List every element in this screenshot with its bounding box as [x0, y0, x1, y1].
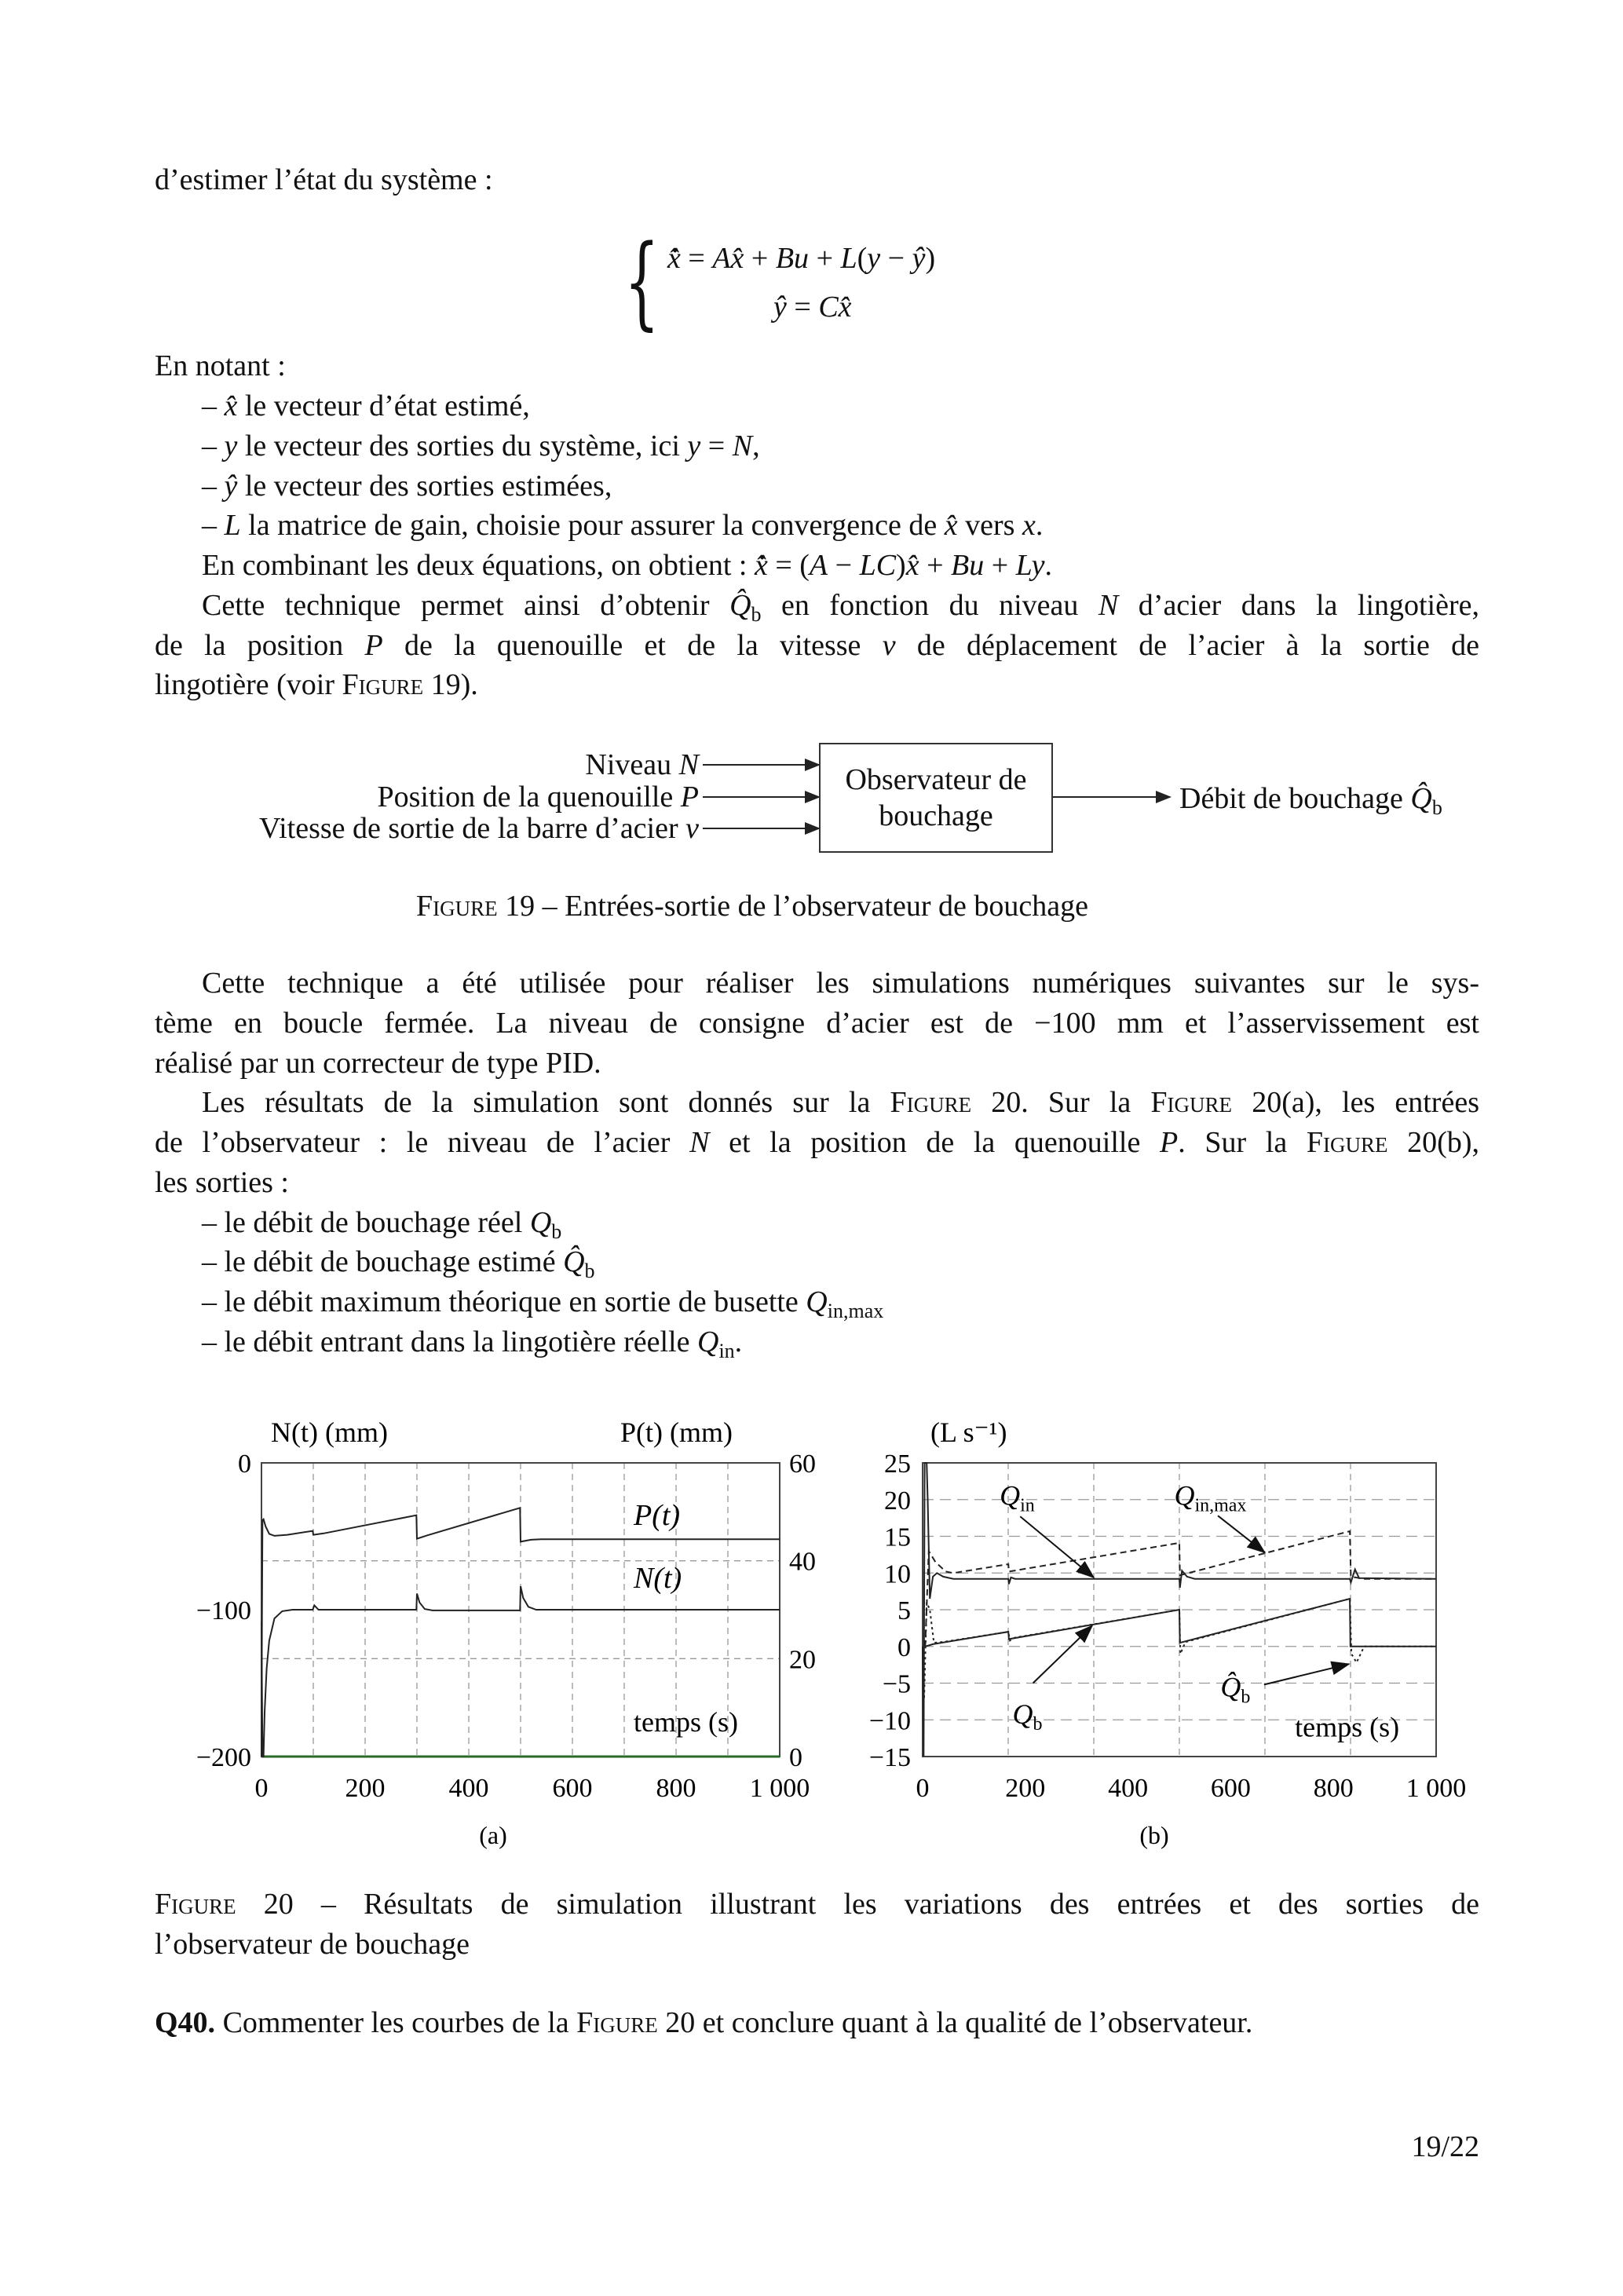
math-symbol: x̂	[944, 509, 958, 542]
text-segment: 20(a), les entrées	[1232, 1086, 1479, 1119]
x-tick-label: 600	[1210, 1774, 1251, 1803]
x-tick-label: 800	[656, 1774, 696, 1803]
text-segment: (	[857, 242, 868, 275]
page-number: 19/22	[1411, 2130, 1479, 2163]
text-segment: +	[744, 242, 776, 275]
arrow-qb	[1033, 1626, 1092, 1684]
text-segment: – le débit de bouchage estimé	[202, 1245, 564, 1278]
x-tick-label: 200	[1005, 1774, 1046, 1803]
text-segment: Débit de bouchage	[1179, 782, 1411, 815]
small-caps-text: Figure	[342, 668, 424, 701]
annotation-qin: $Q_{in}$	[1000, 1479, 1035, 1516]
text-segment: =	[786, 291, 819, 324]
text-segment: Les résultats de la simulation sont donnés sur la	[202, 1086, 890, 1119]
text-segment: . Sur la	[1178, 1126, 1307, 1159]
math-symbol: N	[678, 748, 699, 781]
math-symbol: N	[732, 430, 753, 462]
observer-block-line1: Observateur de	[845, 763, 1027, 796]
x-tick-label: 400	[448, 1774, 489, 1803]
text-segment: de l’observateur : le niveau de l’acier	[155, 1126, 690, 1159]
y-tick-label: 20	[884, 1486, 911, 1515]
x-tick-label: 0	[254, 1774, 269, 1803]
text-segment: de la quenouille et de la vitesse	[382, 629, 883, 662]
subscript: b	[1431, 796, 1442, 819]
math-symbol: LC	[859, 549, 897, 582]
y-left-tick-label: 0	[238, 1450, 251, 1479]
text-segment: – le débit maximum théorique en sortie de busette	[202, 1285, 806, 1318]
math-symbol: Q	[806, 1285, 828, 1318]
math-symbol: Bu	[951, 549, 985, 582]
text-segment: l’observateur de bouchage	[155, 1928, 470, 1961]
text-segment: 19).	[423, 668, 478, 701]
y-left-tick-label: −200	[196, 1743, 251, 1772]
text-segment: réalisé par un correcteur de type PID.	[155, 1047, 601, 1080]
text-segment: Cette technique a été utilisée pour réaliser les simulations numériques suivantes sur le sys-	[202, 967, 1479, 1000]
math-symbol: L	[840, 242, 857, 275]
arrow-qinmax	[1218, 1515, 1265, 1552]
x-tick-label: 1 000	[1406, 1774, 1467, 1803]
text-segment: En combinant les deux équations, on obtient :	[202, 549, 755, 582]
y-right-tick-label: 20	[789, 1645, 816, 1675]
text-segment: la matrice de gain, choisie pour assurer la convergence de	[240, 509, 945, 542]
math-symbol: ŷ	[912, 242, 926, 275]
y-tick-label: −5	[882, 1669, 911, 1699]
x-tick-label: 800	[1313, 1774, 1354, 1803]
math-symbol: x̂	[905, 549, 919, 582]
small-caps-text: Figure	[1306, 1126, 1388, 1159]
math-symbol: x̂̇	[754, 549, 768, 582]
y-axis-title: (L s⁻¹)	[930, 1417, 1007, 1448]
math-symbol: Q̂	[729, 589, 751, 622]
text-segment: =	[700, 430, 733, 462]
text-segment: =	[680, 242, 713, 275]
text-segment: d’acier dans la lingotière,	[1118, 589, 1479, 622]
x-tick-label: 400	[1108, 1774, 1149, 1803]
text-segment: .	[1035, 509, 1044, 542]
subscript: b	[584, 1260, 595, 1282]
text-segment: –	[202, 509, 225, 542]
math-symbol: x̂	[224, 389, 238, 422]
math-symbol: A	[712, 242, 731, 275]
y-left-tick-label: −100	[196, 1596, 251, 1625]
text-segment: +	[984, 549, 1016, 582]
text-segment: 20(b),	[1387, 1126, 1479, 1159]
text-segment: ,	[752, 430, 760, 462]
small-caps-text: Figure	[1150, 1086, 1233, 1119]
text-segment: Commenter les courbes de la	[215, 2006, 577, 2039]
y-right-axis-title: P(t) (mm)	[620, 1417, 733, 1448]
math-symbol: C	[818, 291, 839, 324]
question-q40	[155, 2003, 1479, 2042]
math-symbol: Bu	[775, 242, 810, 275]
series-qinmax	[925, 1531, 1436, 1647]
text-segment: = (	[767, 549, 810, 582]
arrow-qb-hat	[1264, 1664, 1349, 1684]
x-tick-label: 600	[552, 1774, 593, 1803]
math-symbol: Q	[529, 1206, 552, 1239]
text-segment: tème en boucle fermée. La niveau de consigne d’acier est de −100 mm et l’asservissement est	[155, 1007, 1479, 1040]
math-symbol: Q̂	[1410, 782, 1432, 815]
series-qb	[925, 1599, 1436, 1647]
text-segment: d’estimer l’état du système :	[155, 163, 493, 196]
math-symbol: Q	[696, 1325, 719, 1358]
annotation-p: P(t)	[634, 1499, 681, 1532]
subscript: b	[751, 603, 762, 626]
y-right-tick-label: 0	[789, 1743, 802, 1772]
x-axis-title: temps (s)	[1295, 1711, 1400, 1743]
x-axis-title: temps (s)	[634, 1706, 738, 1738]
math-symbol: ŷ	[224, 470, 238, 503]
y-tick-label: 25	[884, 1450, 911, 1479]
figure-20-caption	[155, 1885, 1479, 1924]
y-tick-label: −15	[868, 1743, 911, 1772]
system-brace: {	[624, 224, 660, 341]
math-symbol: v	[882, 629, 896, 662]
y-tick-label: 15	[884, 1523, 911, 1552]
subscript: in	[718, 1340, 735, 1362]
text-segment: En notant :	[155, 349, 286, 382]
text-segment: .	[734, 1325, 743, 1358]
text-segment: –	[202, 470, 225, 503]
text-segment: 19 – Entrées-sortie de l’observateur de bouchage	[497, 890, 1088, 923]
text-segment: 20. Sur la	[971, 1086, 1151, 1119]
text-segment: +	[809, 242, 841, 275]
small-caps-text: Figure	[576, 2006, 658, 2039]
y-tick-label: 0	[897, 1632, 911, 1662]
math-symbol: A	[809, 549, 828, 582]
math-symbol: N	[689, 1126, 710, 1159]
x-tick-label: 0	[916, 1774, 930, 1803]
bold-label: Q40.	[155, 2006, 216, 2039]
annotation-n: N(t)	[634, 1562, 682, 1595]
small-caps-text: Figure	[416, 890, 498, 923]
text-segment: .	[1044, 549, 1053, 582]
y-right-tick-label: 40	[789, 1547, 816, 1577]
text-segment: )	[925, 242, 936, 275]
math-symbol: N	[1098, 589, 1119, 622]
text-segment: 20 et conclure quant à la qualité de l’observateur.	[657, 2006, 1253, 2039]
text-segment: Vitesse de sortie de la barre d’acier	[258, 812, 686, 845]
math-symbol: P	[680, 781, 699, 813]
math-symbol: y	[687, 430, 701, 462]
y-tick-label: −10	[868, 1706, 911, 1736]
text-segment: – le débit de bouchage réel	[202, 1206, 530, 1239]
math-symbol: Ly	[1015, 549, 1045, 582]
text-segment: en fonction du niveau	[761, 589, 1098, 622]
text-segment: de déplacement de l’acier à la sortie de	[895, 629, 1479, 662]
text-segment: Position de la quenouille	[377, 781, 681, 813]
text-segment: lingotière (voir	[155, 668, 342, 701]
text-segment: les sorties :	[155, 1166, 289, 1199]
text-segment: le vecteur des sorties du système, ici	[237, 430, 688, 462]
subfigure-label: (b)	[1139, 1821, 1169, 1849]
text-segment: et la position de la quenouille	[709, 1126, 1160, 1159]
text-segment: de la position	[155, 629, 365, 662]
y-tick-label: 10	[884, 1559, 911, 1589]
annotation-qb: $Q_b$	[1012, 1698, 1043, 1735]
annotation-qb-hat: $Q̂_b$	[1220, 1671, 1251, 1708]
math-symbol: x̂̇	[667, 242, 681, 275]
annotation-qinmax: $Q_{in,max}$	[1174, 1479, 1247, 1516]
math-symbol: L	[224, 509, 241, 542]
text-segment: +	[919, 549, 952, 582]
observer-block-line2: bouchage	[879, 799, 993, 832]
math-symbol: y	[224, 430, 238, 462]
text-segment: – le débit entrant dans la lingotière réelle	[202, 1325, 697, 1358]
math-symbol: x̂	[730, 242, 744, 275]
small-caps-text: Figure	[155, 1888, 236, 1921]
math-symbol: P	[1160, 1126, 1179, 1159]
text-segment: −	[828, 549, 860, 582]
y-tick-label: 5	[897, 1596, 911, 1625]
text-segment: 20 – Résultats de simulation illustrant les variations des entrées et des sorties de	[236, 1888, 1479, 1921]
text-segment: le vecteur d’état estimé,	[237, 389, 530, 422]
text-segment: Cette technique permet ainsi d’obtenir	[202, 589, 730, 622]
subfigure-label: (a)	[479, 1821, 507, 1849]
text-segment: −	[880, 242, 912, 275]
text-segment: )	[896, 549, 906, 582]
subscript: b	[551, 1220, 562, 1243]
y-right-tick-label: 60	[789, 1450, 816, 1479]
math-symbol: y	[867, 242, 881, 275]
math-symbol: P	[364, 629, 383, 662]
text-segment: le vecteur des sorties estimées,	[237, 470, 612, 503]
math-symbol: ŷ	[773, 291, 787, 324]
figure-20-caption	[155, 1925, 1479, 1964]
text-segment: –	[202, 430, 225, 462]
math-symbol: Q̂	[563, 1245, 585, 1278]
math-symbol: v	[685, 812, 699, 845]
text-segment: –	[202, 389, 225, 422]
text-segment: Niveau	[585, 748, 679, 781]
text-segment: vers	[957, 509, 1022, 542]
math-symbol: x̂	[838, 291, 852, 324]
y-left-axis-title: N(t) (mm)	[271, 1417, 388, 1448]
x-tick-label: 200	[345, 1774, 386, 1803]
small-caps-text: Figure	[890, 1086, 972, 1119]
math-symbol: x	[1022, 509, 1036, 542]
subscript: in,max	[827, 1300, 884, 1322]
x-tick-label: 1 000	[749, 1774, 810, 1803]
